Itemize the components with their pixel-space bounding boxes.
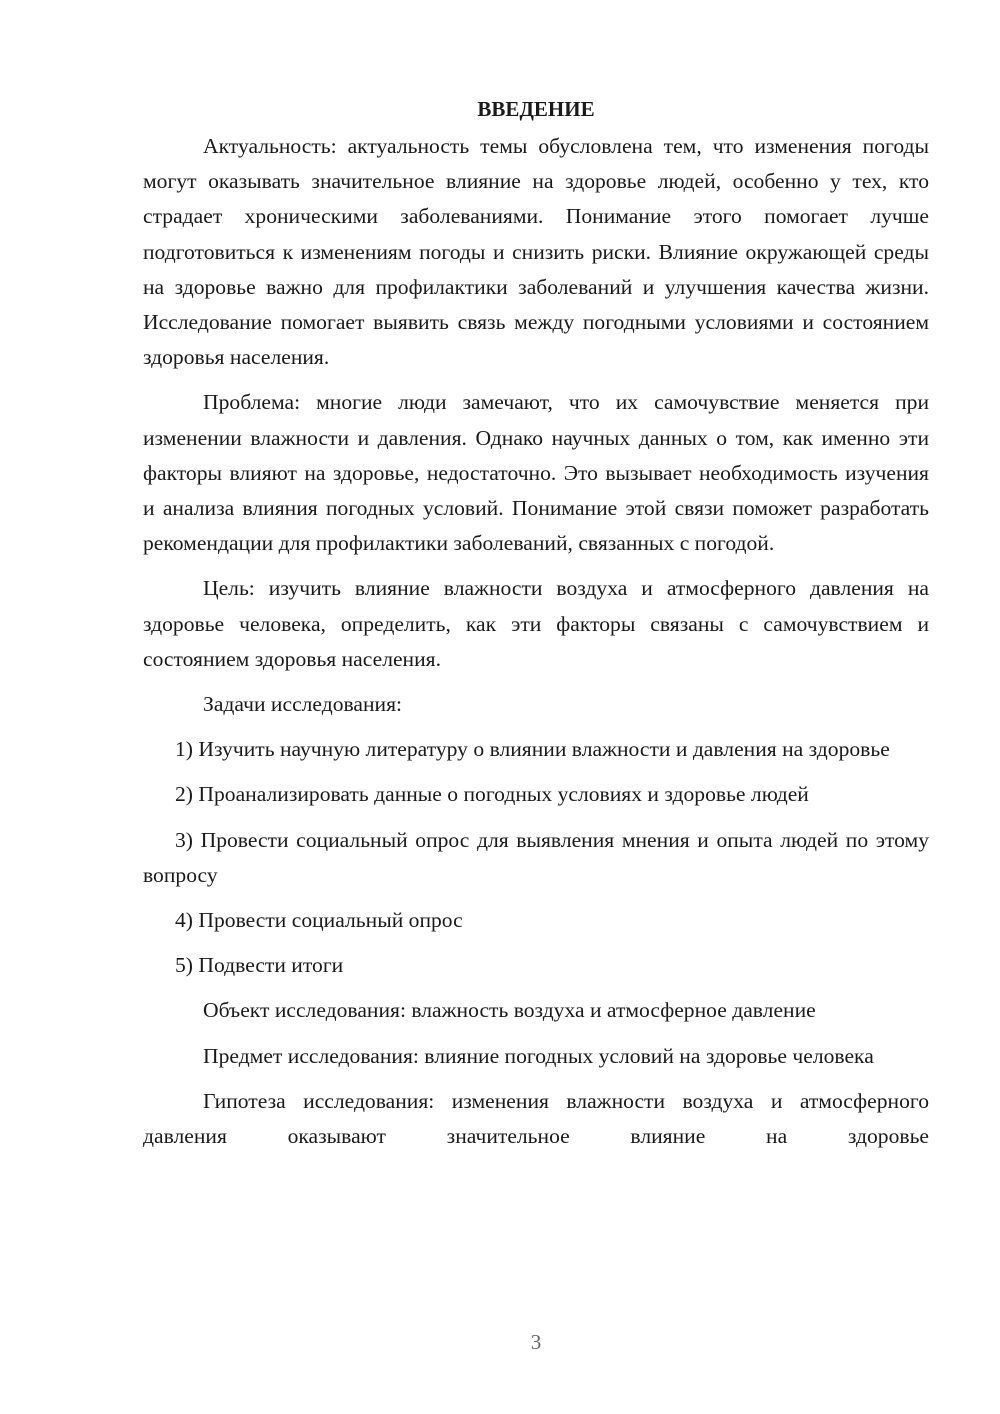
- tasks-title: Задачи исследования:: [203, 692, 403, 717]
- goal-paragraph: Цель: изучить влияние влажности воздуха и атмосферного давления на здоровье человека, определить, как эти факторы связаны с самочувствием и состоянием здоровья населения.: [143, 576, 929, 671]
- task-item-1: 1) Изучить научную литературу о влиянии влажности и давления на здоровье: [175, 737, 890, 762]
- task-item-4: 4) Провести социальный опрос: [175, 908, 463, 933]
- task-item-5: 5) Подвести итоги: [175, 953, 344, 978]
- problem-paragraph: Проблема: многие люди замечают, что их самочувствие меняется при изменении влажности и давления. Однако научных данных о том, как именно эти факторы влияют на здоровье, недостаточно. Это вызывает необходимость изучения и анализа влияния погодных условий. Понимание этой связи поможет разработать рекомендации для профилактики заболеваний, связанных с погодой.: [143, 390, 929, 556]
- page-number: 3: [530, 1330, 542, 1354]
- relevance-paragraph: Актуальность: актуальность темы обусловлена тем, что изменения погоды могут оказывать значительное влияние на здоровье людей, особенно у тех, кто страдает хроническими заболеваниями. Понимание этого помогает лучше подготовиться к изменениям погоды и снизить риски. Влияние окружающей среды на здоровье важно для профилактики заболеваний и улучшения качества жизни. Исследование помогает выявить связь между погодными условиями и состоянием здоровья населения.: [143, 134, 929, 370]
- subject-paragraph: Предмет исследования: влияние погодных условий на здоровье человека: [203, 1043, 874, 1068]
- document-page: [143, 92, 929, 1164]
- section-heading: ВВЕДЕНИЕ: [477, 97, 595, 121]
- hypothesis-paragraph: Гипотеза исследования: изменения влажности воздуха и атмосферного давления оказывают значительное влияние на здоровье: [143, 1088, 929, 1149]
- object-paragraph: Объект исследования: влажность воздуха и атмосферное давление: [203, 998, 816, 1023]
- task-item-3: 3) Провести социальный опрос для выявления мнения и опыта людей по этому вопросу: [143, 827, 929, 887]
- task-item-2: 2) Проанализировать данные о погодных условиях и здоровье людей: [175, 782, 809, 807]
